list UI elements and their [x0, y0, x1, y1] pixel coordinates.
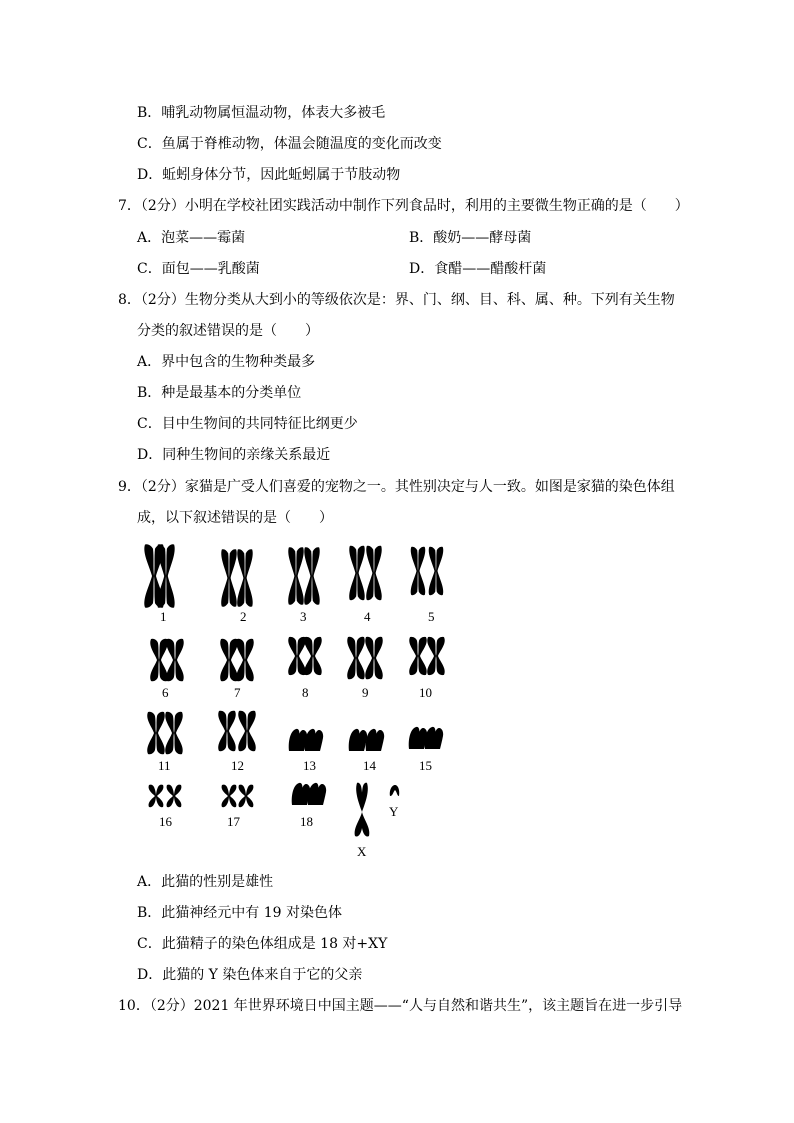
q8-stem-line2: 分类的叙述错误的是（ ）: [137, 323, 319, 339]
q9-option-b: B．此猫神经元中有 19 对染色体: [137, 905, 343, 921]
karyo-label-11: 11: [158, 758, 171, 773]
karyo-label-2: 2: [240, 609, 247, 624]
chromosome-pair-17: [222, 785, 254, 808]
q9-stem-line1: 9．（2分）家猫是广受人们喜爱的宠物之一。其性别决定与人一致。如图是家猫的染色体组: [118, 479, 675, 495]
q8-option-b: B．种是最基本的分类单位: [137, 385, 302, 401]
chromosome-pair-12: [218, 711, 255, 751]
karyo-label-10: 10: [419, 685, 432, 700]
chromosome-pair-3: [288, 547, 319, 604]
q9-option-c: C．此猫精子的染色体组成是 18 对+XY: [137, 936, 388, 952]
q9-stem-line2: 成，以下叙述错误的是（ ）: [137, 510, 333, 526]
karyo-label-18: 18: [300, 814, 313, 829]
chromosome-pair-1: [144, 544, 174, 608]
karyo-label-1: 1: [160, 609, 167, 624]
chromosome-pair-7: [220, 639, 253, 682]
q8-option-d: D．同种生物间的亲缘关系最近: [137, 447, 331, 463]
karyo-label-8: 8: [302, 685, 309, 700]
chromosome-pair-11: [147, 712, 182, 755]
q10-stem-line1: 10．（2分）2021 年世界环境日中国主题——“人与自然和谐共生”，该主题旨在进一步引导: [118, 998, 683, 1014]
chromosome-pair-6: [150, 639, 183, 682]
q7-option-b: B．酸奶——酵母菌: [409, 230, 532, 246]
karyo-label-16: 16: [159, 814, 172, 829]
chromosome-pair-9: [347, 637, 382, 680]
karyo-label-13: 13: [303, 758, 316, 773]
karyo-label-5: 5: [428, 609, 435, 624]
q8-stem-line1: 8．（2分）生物分类从大到小的等级依次是：界、门、纲、目、科、属、种。下列有关生物: [118, 292, 675, 308]
q7-stem: 7．（2分）小明在学校社团实践活动中制作下列食品时，利用的主要微生物正确的是（ ）: [118, 198, 689, 214]
chromosome-pair-13: [289, 729, 323, 751]
chromosome-pair-8: [288, 637, 321, 675]
q7-option-d: D．食醋——醋酸杆菌: [409, 261, 547, 277]
chromosome-pair-5: [411, 547, 443, 595]
karyo-label-4: 4: [364, 609, 371, 624]
q7-option-c: C．面包——乳酸菌: [137, 261, 260, 277]
q8-option-c: C．目中生物间的共同特征比纲更少: [137, 416, 358, 432]
chromosome-x: [355, 783, 370, 837]
chromosome-pair-2: [221, 549, 252, 606]
q6-option-b: B．哺乳动物属恒温动物，体表大多被毛: [137, 105, 386, 121]
karyo-label-14: 14: [363, 758, 376, 773]
q9-option-a: A．此猫的性别是雄性: [137, 874, 274, 890]
karyo-label-x: X: [357, 844, 367, 859]
karyo-label-17: 17: [227, 814, 240, 829]
chromosome-pair-16: [149, 785, 182, 808]
karyo-label-9: 9: [362, 685, 369, 700]
q6-option-d: D．蚯蚓身体分节，因此蚯蚓属于节肢动物: [137, 167, 401, 183]
karyo-label-6: 6: [162, 685, 169, 700]
q8-option-a: A．界中包含的生物种类最多: [137, 354, 316, 370]
q6-option-c: C．鱼属于脊椎动物，体温会随温度的变化而改变: [137, 136, 442, 152]
chromosome-pair-18: [292, 783, 326, 805]
chromosome-pair-14: [349, 729, 384, 751]
karyo-label-3: 3: [300, 609, 307, 624]
chromosome-pair-10: [409, 637, 444, 675]
karyo-label-7: 7: [234, 685, 241, 700]
chromosome-pair-4: [349, 546, 381, 600]
karyo-label-12: 12: [231, 758, 244, 773]
karyo-label-y: Y: [389, 804, 399, 819]
chromosome-pair-15: [409, 727, 443, 749]
chromosome-y: [390, 785, 399, 796]
karyo-label-15: 15: [419, 758, 432, 773]
q9-option-d: D．此猫的 Y 染色体来自于它的父亲: [137, 967, 363, 983]
q7-option-a: A．泡菜——霉菌: [137, 230, 246, 246]
